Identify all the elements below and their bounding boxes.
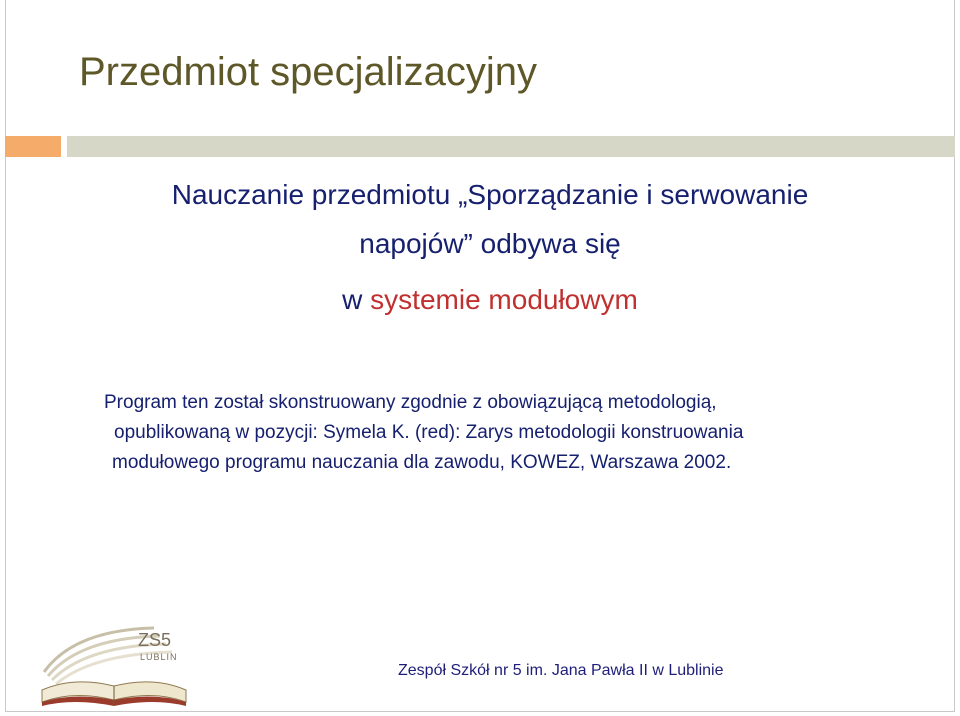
open-book-icon <box>34 620 194 706</box>
frame-left-line <box>5 0 6 712</box>
slide-title: Przedmiot specjalizacyjny <box>79 50 537 94</box>
footer-school-name: Zespół Szkół nr 5 im. Jana Pawła II w Lublinie <box>398 662 724 679</box>
frame-bottom-line <box>5 711 955 712</box>
logo-city: LUBLIN <box>140 652 178 662</box>
logo-name: ZS5 <box>138 630 172 650</box>
body-line-2: opublikowaną w pozycji: Symela K. (red): Zarys metodologii konstruowania <box>114 422 744 443</box>
school-logo <box>34 620 194 706</box>
frame-right-line <box>954 0 955 712</box>
accent-bar <box>5 136 61 157</box>
lead-line-1: Nauczanie przedmiotu „Sporządzanie i serwowanie <box>171 179 809 210</box>
highlight-modular-system: systemie modułowym <box>370 284 638 315</box>
body-line-1: Program ten został skonstruowany zgodnie z obowiązującą metodologią, <box>104 392 717 413</box>
lead-line-2: napojów” odbywa się <box>359 228 621 259</box>
body-line-3: modułowego programu nauczania dla zawodu, KOWEZ, Warszawa 2002. <box>112 452 732 473</box>
lead-line-3-prefix: w <box>342 284 371 315</box>
lead-line-3 <box>0 284 960 316</box>
title-underline-bar <box>67 136 955 157</box>
